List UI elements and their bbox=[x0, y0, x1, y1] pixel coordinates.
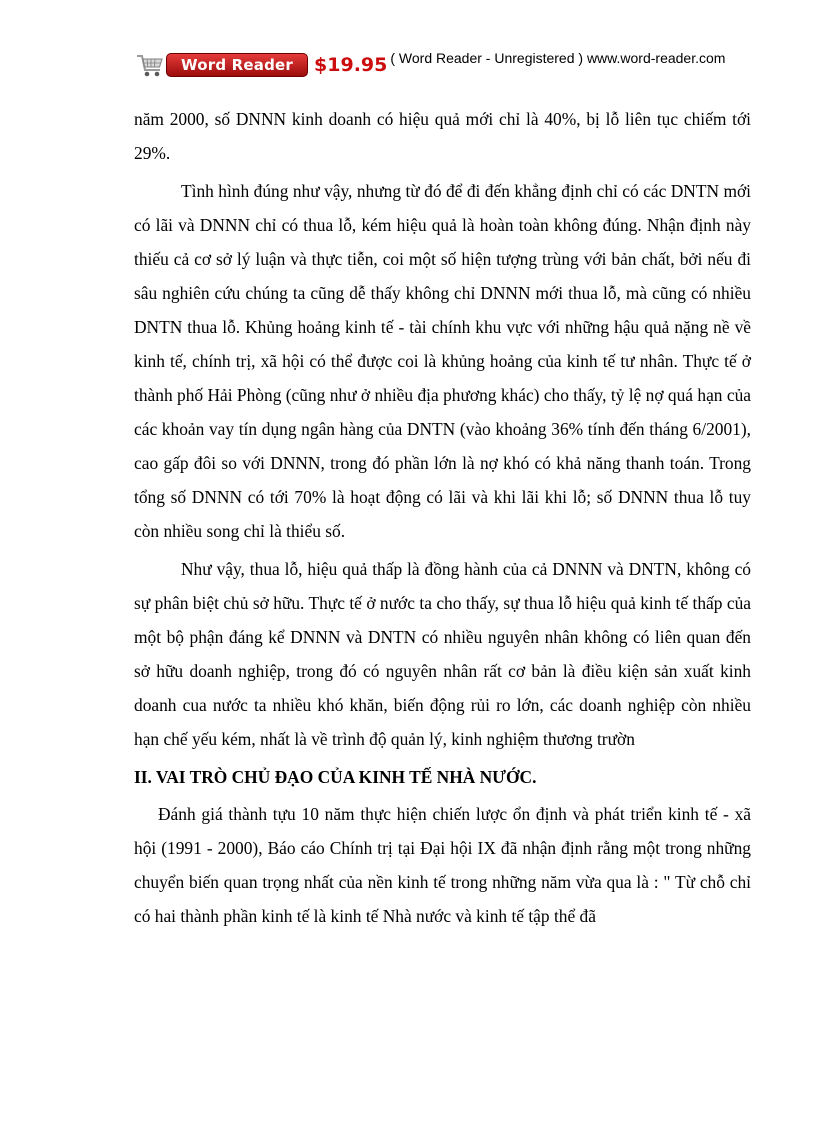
shopping-cart-icon bbox=[136, 51, 164, 79]
section-heading: II. VAI TRÒ CHỦ ĐẠO CỦA KINH TẾ NHÀ NƯỚC. bbox=[134, 767, 537, 787]
unregistered-notice: ( Word Reader - Unregistered ) www.word-reader.com bbox=[390, 50, 726, 66]
document-body bbox=[134, 102, 751, 933]
word-reader-banner[interactable] bbox=[136, 50, 725, 80]
paragraph: Như vậy, thua lỗ, hiệu quả thấp là đồng hành của cả DNNN và DNTN, không có sự phân biệt chủ sở hữu. Thực tế ở nước ta cho thấy, sự thua lỗ hiệu quả kinh tế thấp của một bộ phận đáng kể DNNN và DNTN có nhiều nguyên nhân không có liên quan đến sở hữu doanh nghiệp, trong đó có nguyên nhân rất cơ bản là điều kiện sản xuất kinh doanh cua nước ta nhiều khó khăn, biến động rủi ro lớn, các doanh nghiệp còn nhiều hạn chế yếu kém, nhất là về trình độ quản lý, kinh nghiệm thương trườn bbox=[134, 559, 751, 749]
price-label: $19.95 bbox=[314, 54, 388, 76]
paragraph: Đánh giá thành tựu 10 năm thực hiện chiến lược ổn định và phát triển kinh tế - xã hội (1991 - 2000), Báo cáo Chính trị tại Đại hội IX đã nhận định rằng một trong những chuyển biến quan trọng nhất của nền kinh tế trong những năm vừa qua là : " Từ chỗ chỉ có hai thành phần kinh tế là kinh tế Nhà nước và kinh tế tập thể đã bbox=[134, 804, 751, 926]
brand-badge[interactable]: Word Reader bbox=[166, 53, 308, 77]
paragraph: năm 2000, số DNNN kinh doanh có hiệu quả mới chỉ là 40%, bị lỗ liên tục chiếm tới 29%. bbox=[134, 109, 751, 163]
paragraph: Tình hình đúng như vậy, nhưng từ đó để đi đến khẳng định chỉ có các DNTN mới có lãi và DNNN chỉ có thua lỗ, kém hiệu quả là hoàn toàn không đúng. Nhận định này thiếu cả cơ sở lý luận và thực tiễn, coi một số hiện tượng trùng với bản chất, bởi nếu đi sâu nghiên cứu chúng ta cũng dễ thấy không chỉ DNNN mới thua lỗ, mà cũng có nhiều DNTN thua lỗ. Khủng hoảng kinh tế - tài chính khu vực với những hậu quả nặng nề về kinh tế, chính trị, xã hội có thể được coi là khủng hoảng của kinh tế tư nhân. Thực tế ở thành phố Hải Phòng (cũng như ở nhiều địa phương khác) cho thấy, tỷ lệ nợ quá hạn của các khoản vay tín dụng ngân hàng của DNTN (vào khoảng 36% tính đến tháng 6/2001), cao gấp đôi so với DNNN, trong đó phần lớn là nợ khó có khả năng thanh toán. Trong tổng số DNNN có tới 70% là hoạt động có lãi và khi lãi khi lỗ; số DNNN thua lỗ tuy còn nhiều song chỉ là thiểu số. bbox=[134, 181, 751, 541]
